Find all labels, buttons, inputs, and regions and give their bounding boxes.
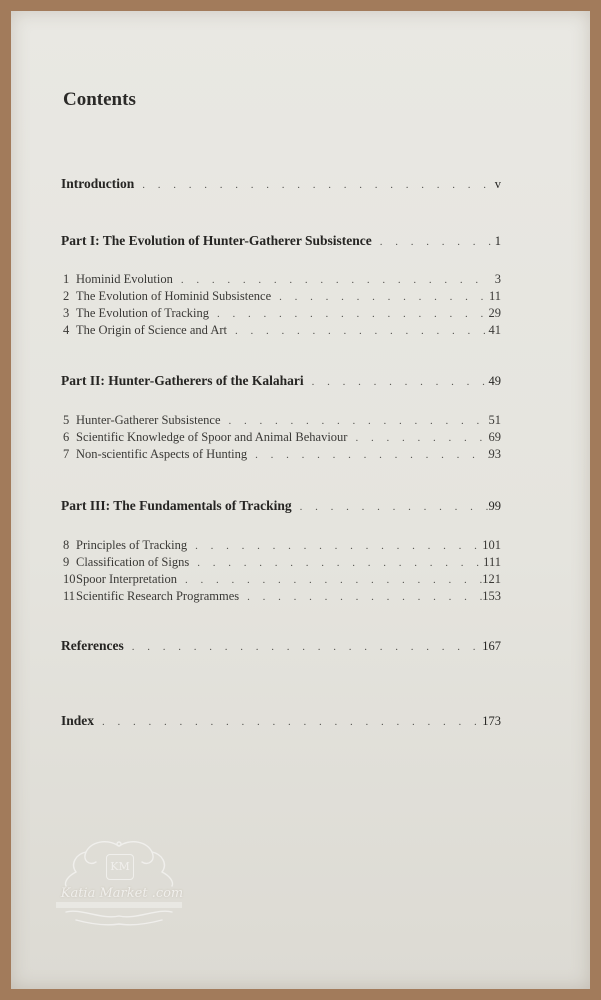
toc-page-number: 93 <box>488 447 501 461</box>
toc-entry-title: Part III: The Fundamentals of Tracking <box>61 498 292 513</box>
dot-leader <box>227 325 489 337</box>
toc-entry-title: Hominid Evolution <box>76 272 173 286</box>
dot-leader <box>247 449 488 461</box>
chapter-number: 11 <box>63 589 76 603</box>
chapter-number: 5 <box>63 413 70 427</box>
watermark-text: Katia Market .com <box>60 886 184 901</box>
dot-leader <box>124 641 483 653</box>
toc-entry-chapter-10 <box>61 572 501 587</box>
toc-entry-chapter-7 <box>61 447 501 462</box>
toc-entry-part-2 <box>61 373 501 389</box>
dot-leader <box>292 501 489 513</box>
toc-entry-title: The Evolution of Hominid Subsistence <box>76 289 272 303</box>
dot-leader <box>372 236 491 248</box>
toc-entry-chapter-6 <box>61 430 501 445</box>
chapter-number: 1 <box>63 272 70 286</box>
watermark-monogram: KM <box>106 854 134 880</box>
toc-entry-title: Index <box>61 713 95 728</box>
toc-entry-title: Non-scientific Aspects of Hunting <box>76 447 248 461</box>
toc-entry-part-3 <box>61 498 501 514</box>
toc-entry-part-1 <box>61 233 501 249</box>
toc-page-number: 49 <box>488 374 501 388</box>
chapter-number: 3 <box>63 306 70 320</box>
chapter-number: 9 <box>63 555 70 569</box>
dot-leader <box>271 291 489 303</box>
chapter-number: 6 <box>63 430 70 444</box>
ornament-icon <box>46 836 196 931</box>
toc-page-number: 153 <box>482 589 501 603</box>
toc-entry-chapter-9 <box>61 555 501 570</box>
toc-entry-index <box>61 713 501 729</box>
toc-entry-title: Part II: Hunter-Gatherers of the Kalahari <box>61 373 304 388</box>
toc-entry-title: The Origin of Science and Art <box>76 323 227 337</box>
toc-entry-chapter-2 <box>61 289 501 304</box>
toc-entry-title: Introduction <box>61 176 135 191</box>
toc-entry-title: Classification of Signs <box>76 555 190 569</box>
toc-entry-chapter-4 <box>61 323 501 338</box>
chapter-number: 2 <box>63 289 70 303</box>
toc-page-number: 51 <box>488 413 501 427</box>
toc-entry-title: Part I: The Evolution of Hunter-Gatherer Subsistence <box>61 233 372 248</box>
toc-page-number: 1 <box>494 234 501 248</box>
dot-leader <box>189 557 483 569</box>
toc-page-number: 121 <box>482 572 501 586</box>
toc-entry-chapter-11 <box>61 589 501 604</box>
chapter-number: 4 <box>63 323 70 337</box>
toc-page-number: 101 <box>482 538 501 552</box>
toc-entry-introduction <box>61 176 501 192</box>
toc-page-number: 11 <box>488 289 501 303</box>
dot-leader <box>209 308 489 320</box>
toc-page-number: 3 <box>494 272 501 286</box>
seller-watermark <box>46 836 196 931</box>
chapter-number: 10 <box>63 572 76 586</box>
toc-entry-title: References <box>61 638 124 653</box>
toc-page-number: 173 <box>482 714 501 728</box>
toc-entry-title: Scientific Research Programmes <box>76 589 240 603</box>
toc-entry-chapter-1 <box>61 272 501 287</box>
toc-entry-references <box>61 638 501 654</box>
toc-entry-title: Hunter-Gatherer Subsistence <box>76 413 221 427</box>
toc-page-number: 167 <box>482 639 501 653</box>
toc-page-number: 41 <box>488 323 501 337</box>
toc-page-number: 29 <box>488 306 501 320</box>
toc-page-number: 99 <box>488 499 501 513</box>
chapter-number: 7 <box>63 447 70 461</box>
dot-leader <box>187 540 482 552</box>
dot-leader <box>304 376 489 388</box>
dot-leader <box>177 574 482 586</box>
dot-leader <box>134 179 491 191</box>
dot-leader <box>173 274 491 286</box>
chapter-number: 8 <box>63 538 70 552</box>
toc-entry-title: The Evolution of Tracking <box>76 306 209 320</box>
dot-leader <box>221 415 489 427</box>
toc-entry-title: Scientific Knowledge of Spoor and Animal Behaviour <box>76 430 348 444</box>
toc-entry-chapter-8 <box>61 538 501 553</box>
toc-entry-chapter-3 <box>61 306 501 321</box>
page-title: Contents <box>63 89 136 110</box>
dot-leader <box>347 432 488 444</box>
book-page <box>11 11 590 989</box>
toc-page-number: 69 <box>488 430 501 444</box>
toc-entry-chapter-5 <box>61 413 501 428</box>
dot-leader <box>239 591 482 603</box>
toc-entry-title: Spoor Interpretation <box>76 572 178 586</box>
toc-entry-title: Principles of Tracking <box>76 538 188 552</box>
dot-leader <box>94 716 482 728</box>
toc-page-number: v <box>494 177 501 191</box>
toc-page-number: 111 <box>483 555 501 569</box>
